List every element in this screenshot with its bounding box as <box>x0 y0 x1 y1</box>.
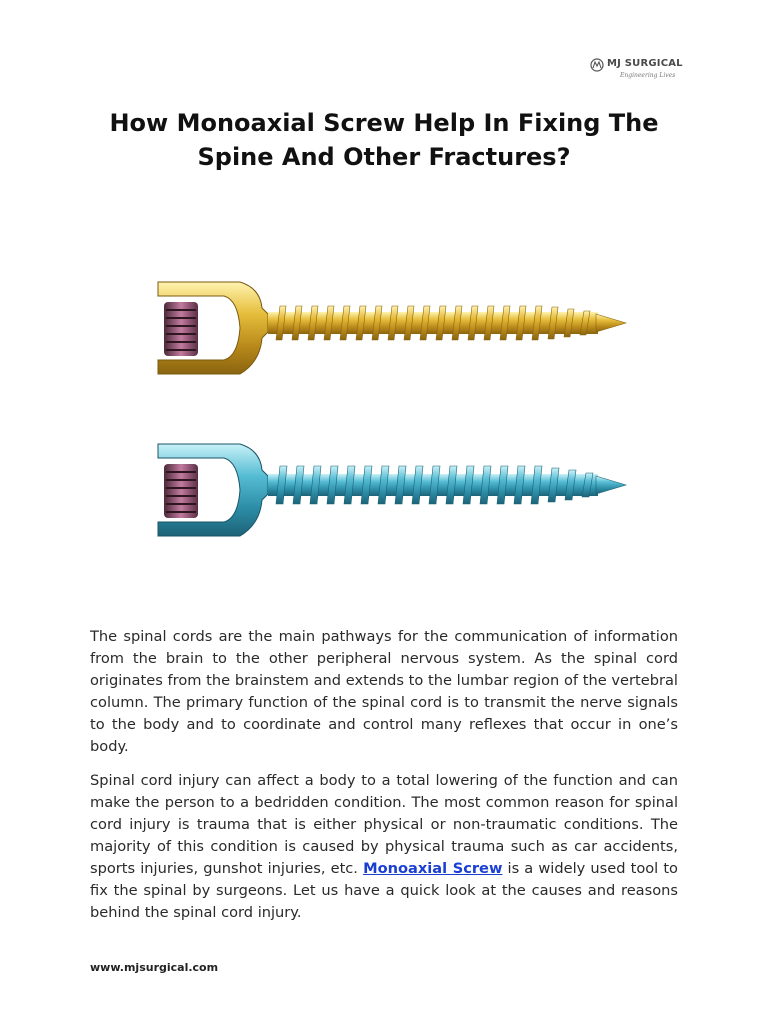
paragraph-text-end: is a widely used tool to fix the spinal by surgeons. Let us have a quick look at the causes and reasons behind the spinal cord injury. <box>90 860 678 921</box>
intro-paragraph: The spinal cords are the main pathways for the communication of information from the brain to the other peripheral nervous system. As the spinal cord originates from the brainstem and extends to the lumbar region of the vertebral column. The primary function of the spinal cord is to transmit the nerve signals to the body and to coordinate and control many reflexes that occur in one’s body. <box>90 628 678 755</box>
screws-illustration <box>150 270 630 550</box>
logo-emblem-icon <box>590 58 604 72</box>
logo-text: MJ SURGICAL <box>607 58 683 69</box>
page-title: How Monoaxial Screw Help In Fixing The Spine And Other Fractures? <box>109 109 659 171</box>
gold-screw <box>158 282 626 374</box>
paragraph-text-start: Spinal cord injury can affect a body to a total lowering of the function and can make the person to a bedridden condition. The most common reason for spinal cord injury is trauma that is either physical or non-traumatic conditions. The majority of this condition is caused by physical trauma such as car accidents, sports injuries, gunshot injuries, etc. <box>90 772 678 877</box>
monoaxial-screws-image <box>150 270 630 550</box>
brand-logo <box>590 56 683 88</box>
blue-screw <box>158 444 626 536</box>
logo-tagline: Engineering Lives <box>620 72 676 79</box>
monoaxial-screw-link[interactable]: Monoaxial Screw <box>363 860 503 877</box>
footer-website: www.mjsurgical.com <box>90 961 219 974</box>
injury-paragraph <box>90 770 678 924</box>
